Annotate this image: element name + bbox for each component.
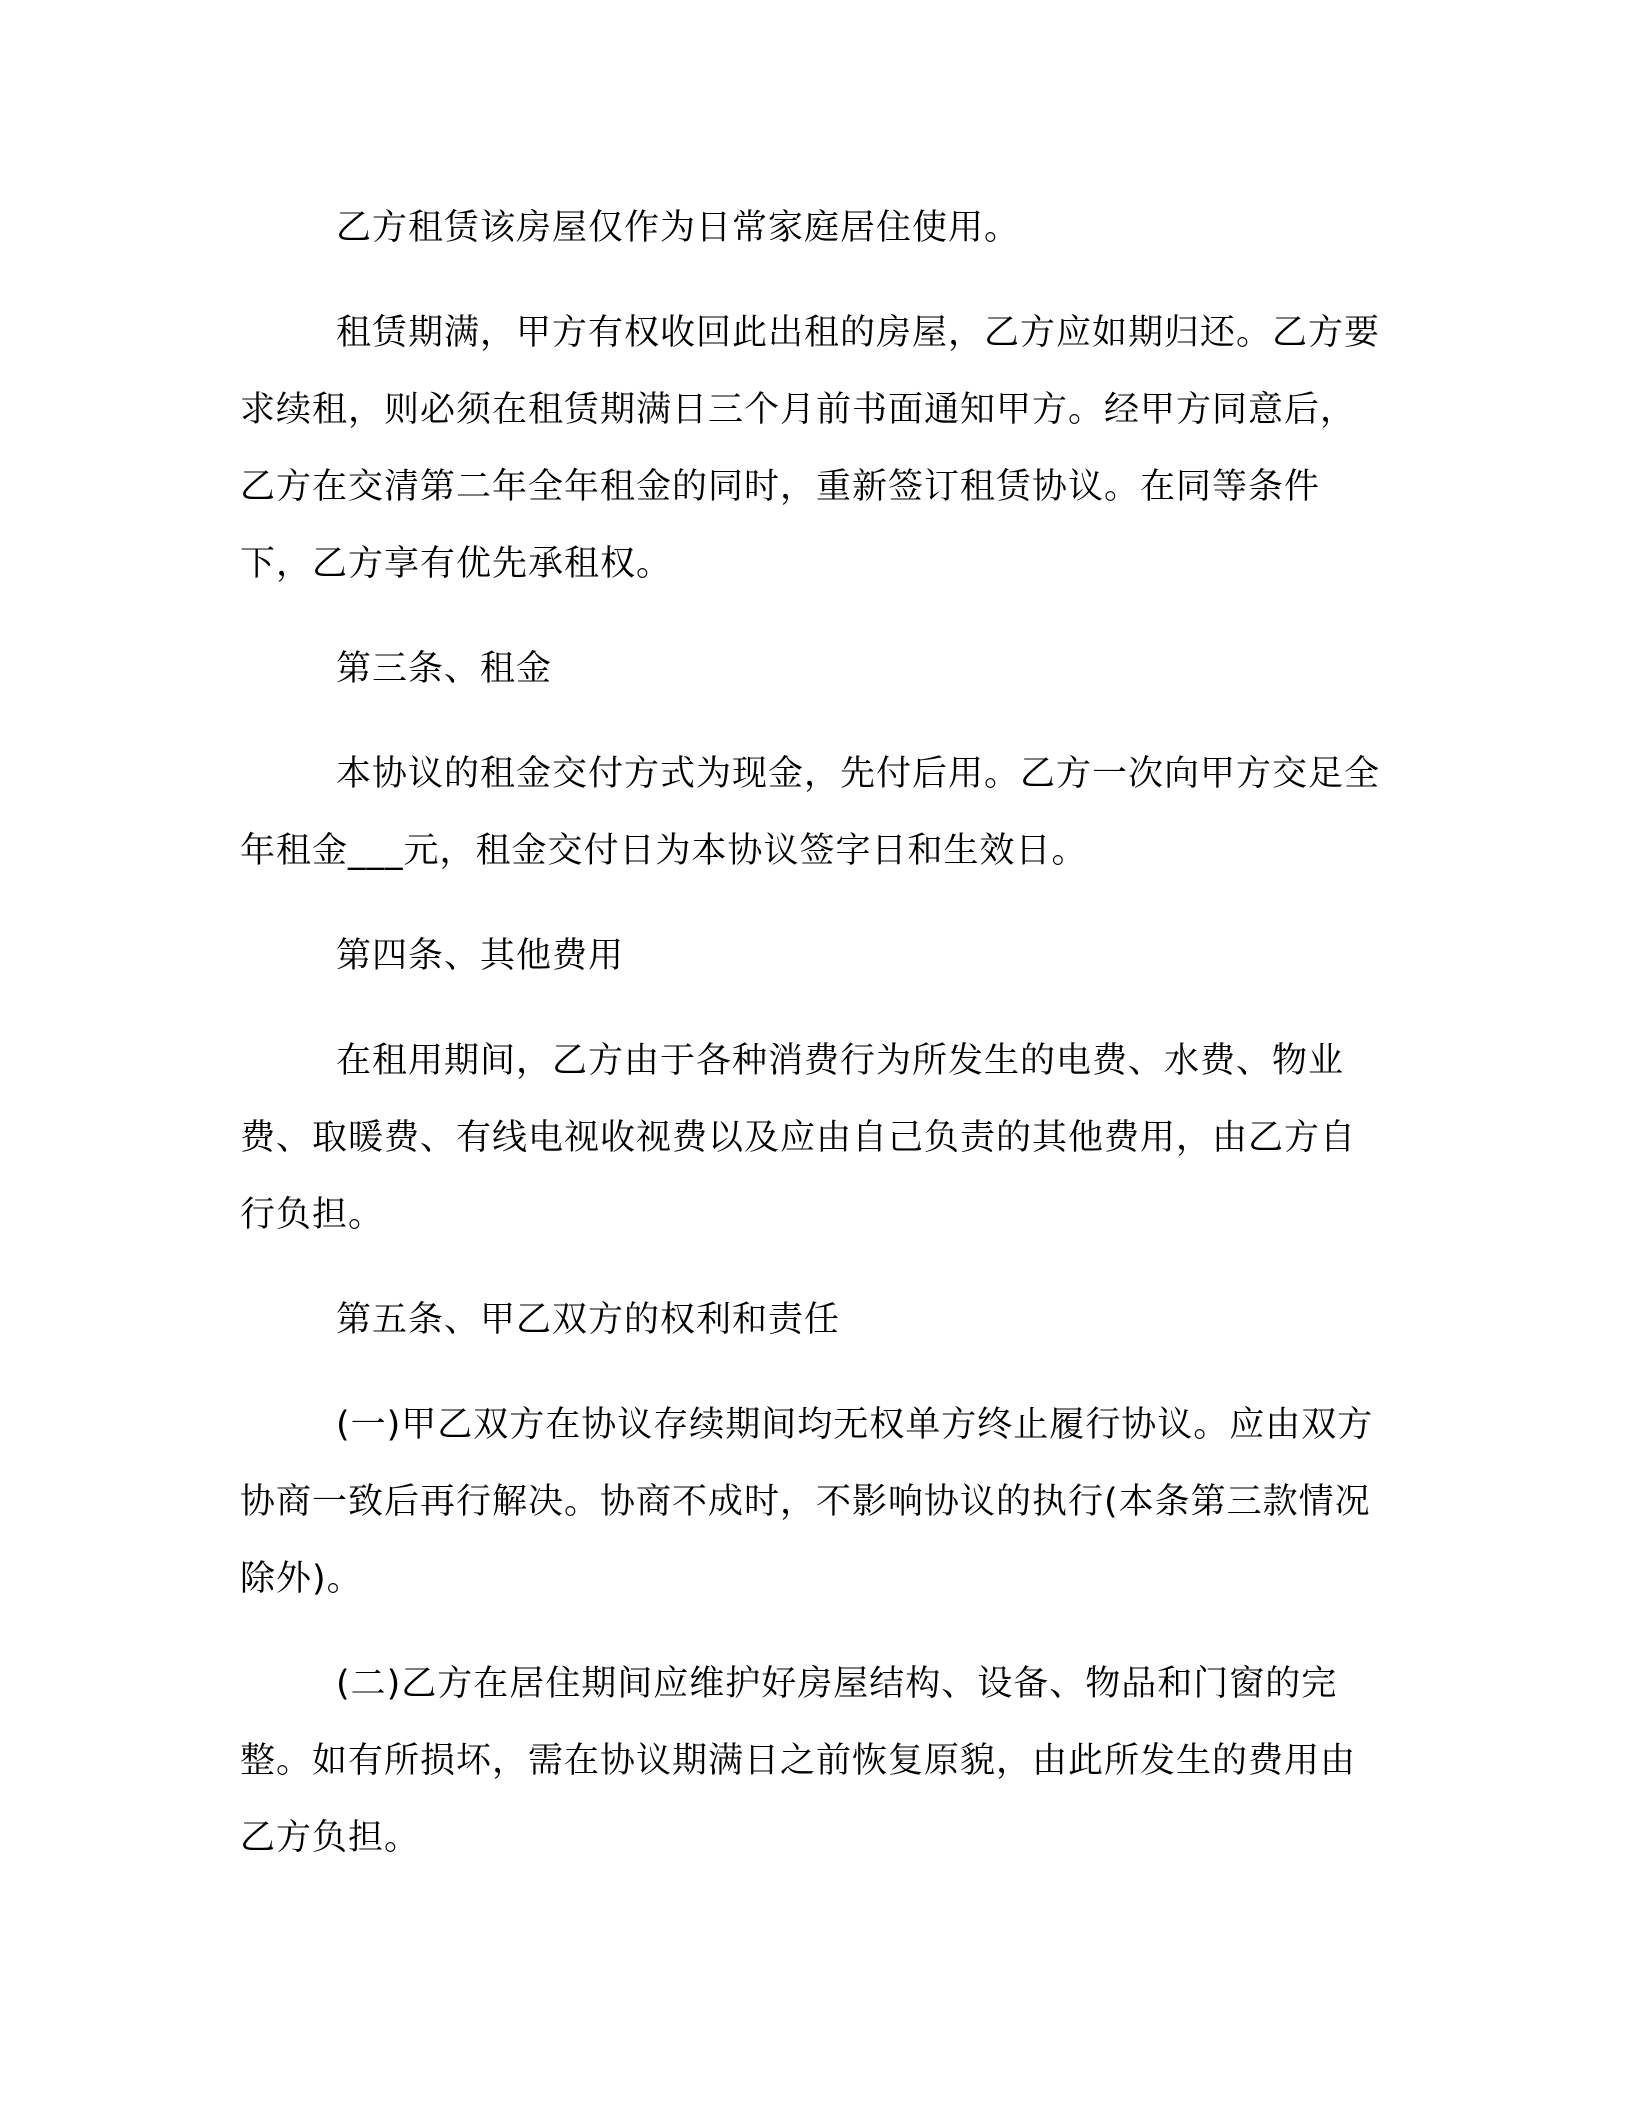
paragraph-other-fees: 在租用期间，乙方由于各种消费行为所发生的电费、水费、物业费、取暖费、有线电视收视费以及应由自己负责的其他费用，由乙方自行负担。: [240, 1041, 1357, 1235]
article-3-heading: 第三条、租金: [336, 649, 553, 689]
article-4-heading: 第四条、其他费用: [336, 936, 625, 976]
document-page: [240, 190, 1390, 1877]
paragraph-usage: 乙方租赁该房屋仅作为日常家庭居住使用。: [336, 208, 1021, 248]
paragraph-clause-2: (二)乙方在居住期间应维护好房屋结构、设备、物品和门窗的完整。如有所损坏，需在协议期满日之前恢复原貌，由此所发生的费用由乙方负担。: [240, 1664, 1357, 1858]
paragraph-rent: 本协议的租金交付方式为现金，先付后用。乙方一次向甲方交足全年租金___元，租金交付日为本协议签字日和生效日。: [240, 754, 1381, 871]
paragraph-renewal: 租赁期满，甲方有权收回此出租的房屋，乙方应如期归还。乙方要求续租，则必须在租赁期满日三个月前书面通知甲方。经甲方同意后，乙方在交清第二年全年租金的同时，重新签订租赁协议。在同等条件下，乙方享有优先承租权。: [240, 313, 1381, 584]
article-5-heading: 第五条、甲乙双方的权利和责任: [336, 1300, 841, 1340]
paragraph-clause-1: (一)甲乙双方在协议存续期间均无权单方终止履行协议。应由双方协商一致后再行解决。协商不成时，不影响协议的执行(本条第三款情况除外)。: [240, 1405, 1374, 1599]
